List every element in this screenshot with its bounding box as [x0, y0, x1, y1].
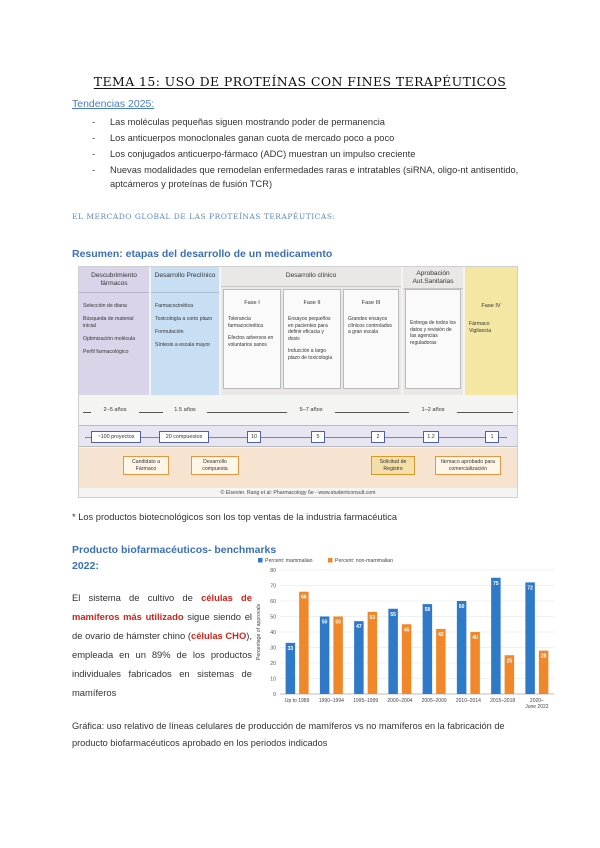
- y-tick-label: 80: [270, 568, 276, 574]
- stage-item: Inducción a largo plazo de toxicología: [288, 348, 333, 361]
- stage-title: Desarrollo Preclínico: [151, 267, 219, 293]
- data-label: 60: [458, 604, 465, 610]
- legend-swatch: [328, 558, 333, 563]
- stage-item: Farmacocinética: [155, 303, 194, 309]
- stage-item: Toxicología a corto plazo: [155, 316, 213, 322]
- milestone: Desarrollo compuesta: [191, 456, 239, 475]
- duration-label: 2–5 años: [91, 407, 139, 413]
- stage-approval: [403, 267, 463, 395]
- stage-item: Optimización molécula: [83, 336, 136, 342]
- stage-title: Fase I: [244, 300, 260, 306]
- data-label: 33: [287, 645, 294, 652]
- dev-summary-heading: Resumen: etapas del desarrollo de un medicamento: [72, 248, 333, 260]
- list-item: - Nuevas modalidades que remodelan enfermedades raras e intratables (siRNA, oligo-nt antisentido, aptcámeros y proteínas de fusión TCR): [92, 163, 532, 191]
- data-label: 28: [540, 653, 547, 660]
- x-tick-label: 1995–1999: [353, 698, 379, 704]
- x-tick-label: June 2022: [525, 704, 549, 710]
- list-item: - Las moléculas pequeñas siguen mostrando poder de permanencia: [92, 115, 532, 129]
- approvals-chart: [252, 554, 560, 716]
- bar-mammalian: [354, 621, 364, 694]
- para-text: El sistema de cultivo de: [72, 592, 202, 603]
- page-title: TEMA 15: USO DE PROTEÍNAS CON FINES TERAPÉUTICOS: [93, 74, 507, 89]
- trends-heading: Tendencias 2025:: [72, 98, 155, 110]
- y-tick-label: 70: [270, 583, 276, 590]
- footnote: * Los productos biotecnológicos son los top ventas de la industria farmacéutica: [72, 512, 398, 522]
- x-tick-label: 1990–1994: [318, 698, 344, 704]
- data-label: 75: [493, 580, 499, 587]
- compounds-row: [79, 425, 517, 447]
- para-text: ), empleada en un 89% de los productos individuales fabricados en sistemas de mamíferos: [72, 630, 252, 698]
- bar-non-mammalian: [402, 624, 412, 694]
- stage-title: Desarrollo clínico: [221, 267, 401, 287]
- stage-item: Ensayos pequeños en pacientes para definir eficacia y dosis: [288, 316, 331, 342]
- x-tick-label: 2005–2009: [421, 698, 447, 704]
- list-item: - Los anticuerpos monoclonales ganan cuota de mercado poco a poco: [92, 131, 532, 145]
- milestone: Solicitud de Registro: [371, 456, 415, 475]
- stage-title: Fase IV: [481, 303, 501, 309]
- data-label: 72: [527, 585, 533, 592]
- stage-item: Selección de diana: [83, 303, 127, 309]
- bar-mammalian: [491, 578, 501, 694]
- compound-count: 1: [485, 431, 499, 443]
- duration-label: 1–2 años: [409, 407, 457, 413]
- bar-non-mammalian: [470, 632, 480, 694]
- data-label: 58: [424, 607, 431, 614]
- bar-mammalian: [457, 601, 467, 694]
- stage-item: Perfil farmacológico: [83, 349, 129, 355]
- stage-phase4: [465, 267, 517, 395]
- stage-item: Búsqueda de material inicial: [83, 316, 134, 329]
- stage-title: Fase III: [361, 300, 381, 306]
- data-label: 55: [390, 611, 396, 618]
- data-label: 50: [321, 619, 328, 626]
- bar-mammalian: [525, 582, 535, 694]
- bar-mammalian: [388, 609, 398, 694]
- stage-item: Síntesis a escala mayor: [155, 342, 211, 348]
- biopharma-heading: Producto biofarmacéuticos- benchmarks: [72, 544, 277, 556]
- stage-clinical: [221, 267, 401, 395]
- y-tick-label: 60: [270, 599, 276, 605]
- stage-phase1: [223, 289, 281, 389]
- stage-title: Descubrimiento fármacos: [79, 267, 149, 293]
- x-tick-label: 2010–2014: [455, 698, 481, 704]
- market-heading: EL MERCADO GLOBAL DE LAS PROTEÍNAS TERAPÉUTICAS:: [72, 212, 336, 221]
- compound-count: 1.2: [423, 431, 439, 443]
- biopharma-heading-year: 2022:: [72, 560, 99, 572]
- bar-mammalian: [423, 604, 433, 694]
- y-tick-label: 50: [270, 614, 276, 621]
- data-label: 45: [403, 627, 410, 634]
- stage-item: Fármaco Vigilancia: [469, 321, 492, 334]
- chart-caption: Gráfica: uso relativo de líneas celulares de producción de mamíferos vs no mamíferos en la fabricación de producto biofarmacéuticos aprobado en los periodos indicados: [72, 721, 505, 748]
- biopharma-paragraph: [72, 588, 252, 702]
- compound-count: 20 compuestos: [159, 431, 209, 443]
- bar-non-mammalian: [436, 629, 446, 694]
- stage-title: Aprobación Aut.Sanitarias: [403, 267, 463, 289]
- stage-item: Efectos adversos en voluntarios sanos: [228, 335, 274, 348]
- data-label: 53: [369, 614, 376, 621]
- figure-credit: © Elsevier. Rang et al: Pharmacology 6e - www.studentconsult.com: [220, 490, 376, 496]
- duration-label: 5–7 años: [287, 407, 335, 413]
- stage-item: Formulación: [155, 329, 184, 335]
- stage-item: Grandes ensayos clínicos controlados a gran escala: [348, 316, 392, 336]
- stage-preclinical: [151, 267, 219, 395]
- legend-label: Percent: mammalian: [265, 558, 313, 565]
- milestones-row: [79, 448, 517, 488]
- x-tick-label: 2000–2004: [387, 698, 413, 704]
- drug-development-diagram: [78, 266, 518, 498]
- data-label: 42: [438, 631, 444, 638]
- para-highlight: células CHO: [190, 630, 247, 641]
- para-highlight: células de mamíferos más utilizado: [72, 592, 252, 622]
- x-tick-label: 2020–: [529, 698, 544, 704]
- data-label: 66: [301, 594, 307, 601]
- legend-swatch: [258, 558, 263, 563]
- bar-non-mammalian: [368, 612, 378, 694]
- stage-title: Fase II: [303, 300, 321, 306]
- duration-row: [79, 405, 517, 417]
- stage-discovery: [79, 267, 149, 395]
- compound-count: 5: [311, 431, 325, 443]
- milestone: Candidato a Fármaco: [123, 456, 169, 475]
- bar-non-mammalian: [299, 592, 309, 694]
- trends-list: [92, 115, 532, 193]
- milestone: fármaco aprobado para comercialización: [435, 456, 501, 475]
- y-tick-label: 20: [270, 661, 276, 667]
- y-tick-label: 0: [273, 692, 276, 698]
- stage-phase3: [343, 289, 399, 389]
- compound-count: 10: [247, 431, 261, 443]
- data-label: 25: [506, 658, 513, 665]
- y-axis-label: Percentage of approvals: [256, 603, 262, 661]
- stage-item: Entrega de todos los datos y revisión de las agencias reguladoras: [410, 320, 456, 346]
- duration-label: 1.5 años: [163, 407, 207, 413]
- bar-non-mammalian: [333, 617, 343, 695]
- data-label: 50: [335, 619, 341, 626]
- y-tick-label: 30: [270, 645, 276, 652]
- data-label: 47: [356, 624, 362, 631]
- para-text: sigue siendo el de ovario de hámster chino (: [72, 611, 253, 641]
- data-label: 40: [472, 635, 478, 641]
- stage-item: Tolerancia farmacocinética: [228, 316, 264, 329]
- x-tick-label: 2015–2018: [490, 698, 516, 704]
- legend-label: Percent: non-mammalian: [335, 558, 393, 565]
- compound-count: 2: [371, 431, 385, 443]
- y-tick-label: 10: [270, 676, 276, 683]
- compound-count: ~100 proyectos: [91, 431, 141, 443]
- y-tick-label: 40: [270, 630, 276, 636]
- x-tick-label: Up to 1989: [284, 698, 310, 704]
- list-item: - Los conjugados anticuerpo-fármaco (ADC) muestran un impulso creciente: [92, 147, 532, 161]
- stage-phase2: [283, 289, 341, 389]
- bar-mammalian: [320, 617, 330, 695]
